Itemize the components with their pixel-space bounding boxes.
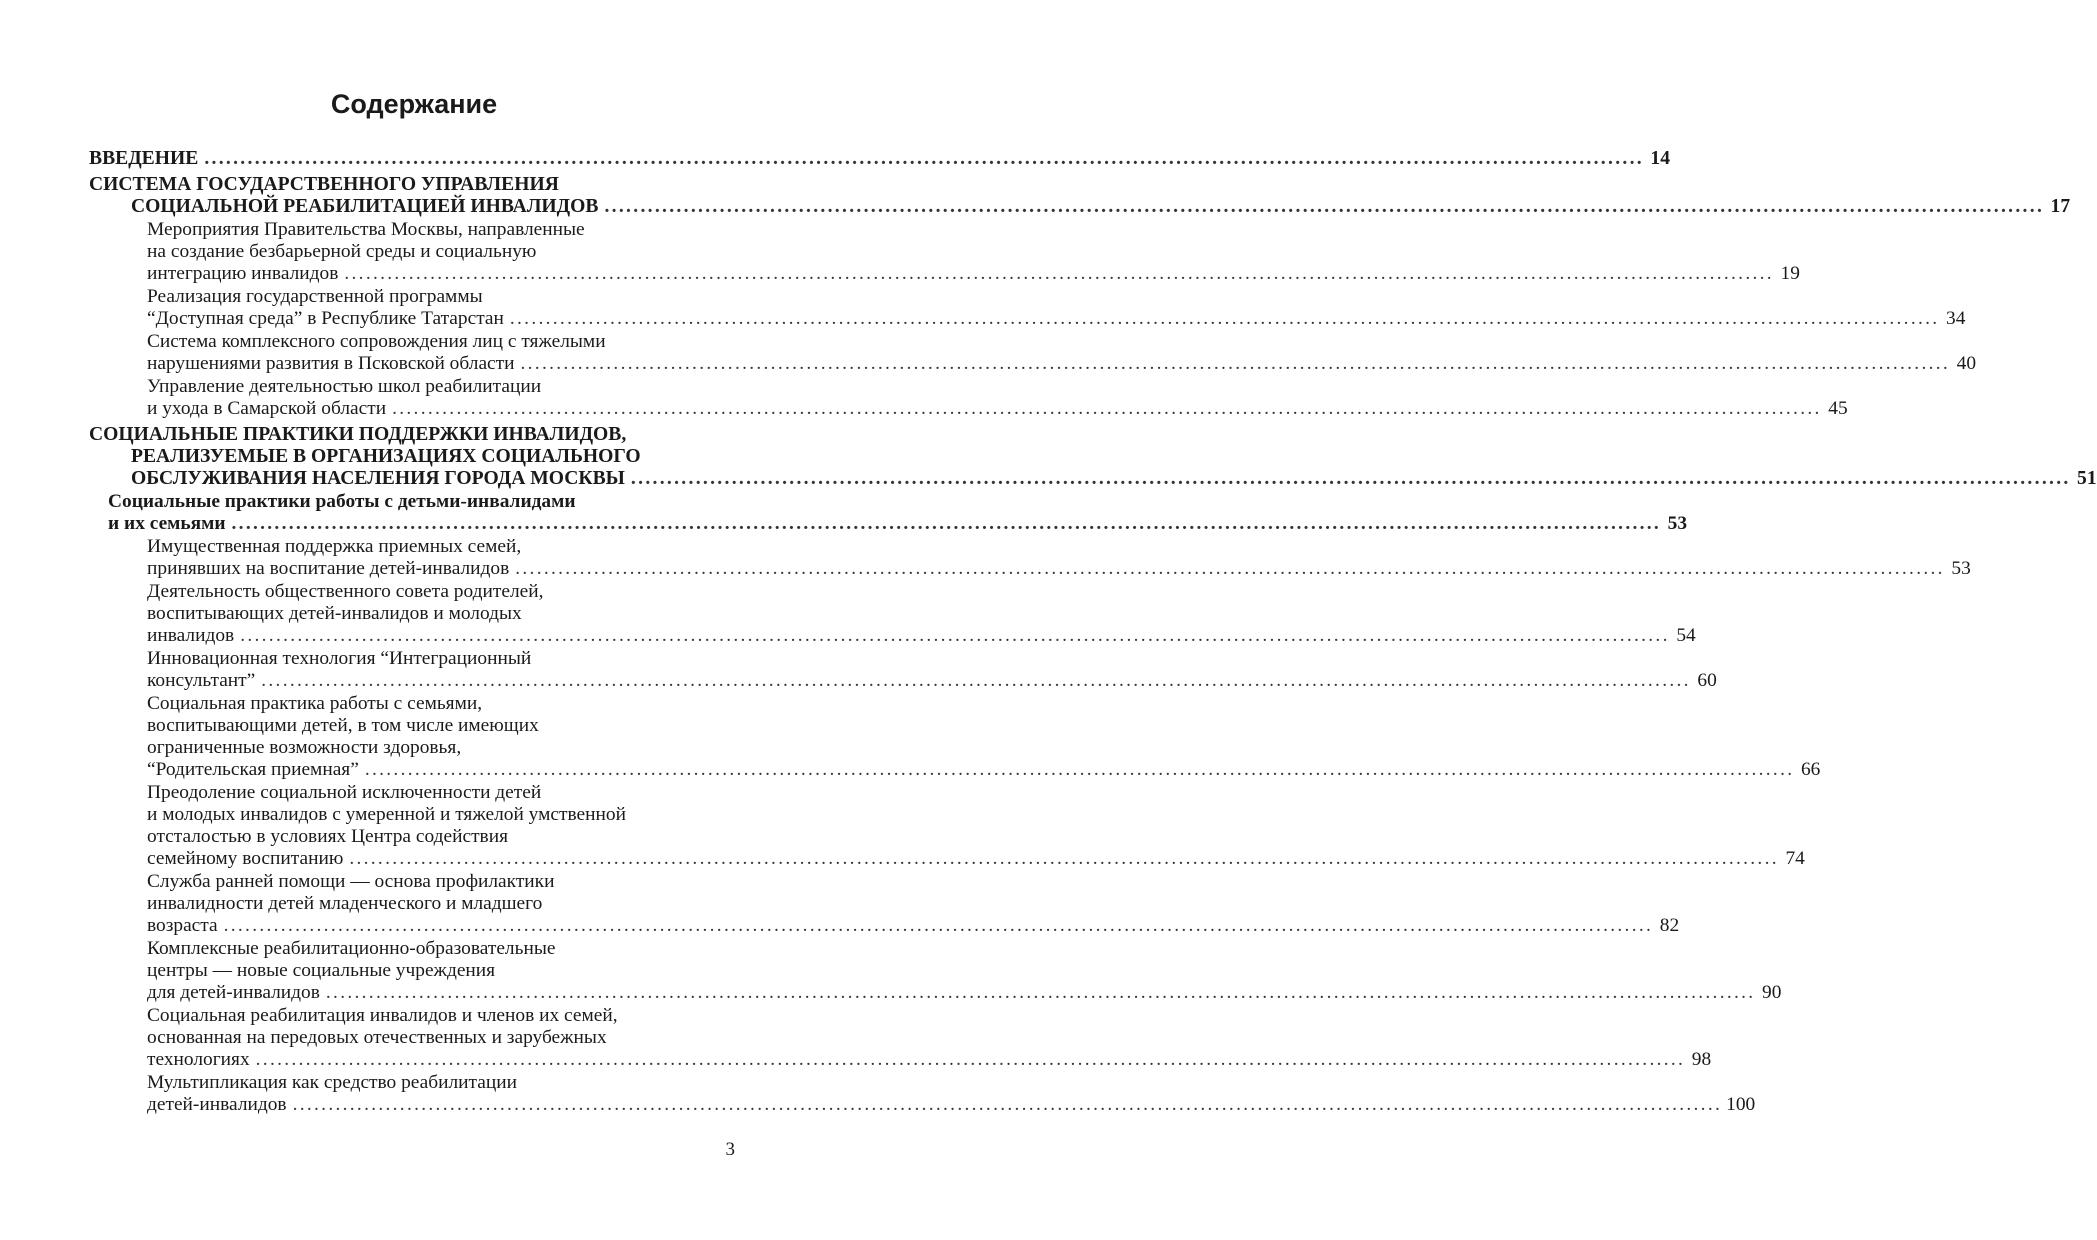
toc-entry-line: СОЦИАЛЬНОЙ РЕАБИЛИТАЦИЕЙ ИНВАЛИДОВ bbox=[131, 196, 599, 217]
toc-entry-line: Социальные практики работы с детьми-инвалидами bbox=[108, 491, 576, 512]
dot-leader: ........................................................................................................................................................................................................ bbox=[630, 468, 2071, 489]
toc-entry-last-line bbox=[147, 353, 1977, 375]
toc-entry-line: интеграцию инвалидов bbox=[147, 263, 339, 284]
toc-entry-line: РЕАЛИЗУЕМЫЕ В ОРГАНИЗАЦИЯХ СОЦИАЛЬНОГО bbox=[131, 446, 641, 467]
toc-page-number: 51 bbox=[2077, 468, 2097, 489]
toc-entry-line: технологиях bbox=[147, 1049, 250, 1070]
toc-entry-last-line bbox=[147, 759, 1821, 781]
toc-entry-line: ОБСЛУЖИВАНИЯ НАСЕЛЕНИЯ ГОРОДА МОСКВЫ bbox=[131, 468, 625, 489]
toc-page-number: 60 bbox=[1697, 670, 1717, 691]
toc-entry-line: Реализация государственной программы bbox=[147, 286, 483, 307]
toc-entry-line: Управление деятельностью школ реабилитации bbox=[147, 376, 542, 397]
dot-leader: ........................................................................................................................................................................................................ bbox=[349, 848, 1779, 869]
toc-entry bbox=[147, 1072, 1756, 1116]
toc-page-number: 66 bbox=[1800, 759, 1821, 780]
toc-entry bbox=[147, 648, 1717, 692]
toc-entry-last-line bbox=[147, 915, 1680, 937]
toc-entry bbox=[147, 782, 1805, 870]
toc-page-number: 82 bbox=[1659, 915, 1680, 936]
toc-entry-last-line bbox=[147, 670, 1717, 692]
toc-entry-line: Мультипликация как средство реабилитации bbox=[147, 1072, 517, 1093]
dot-leader: ........................................................................................................................................................................................................ bbox=[392, 398, 1822, 419]
toc-entry-line: отсталостью в условиях Центра содействия bbox=[147, 826, 508, 847]
toc-entry-last-line bbox=[89, 196, 2071, 218]
toc-entry-line: “Доступная среда” в Республике Татарстан bbox=[147, 308, 504, 329]
toc-entry-line: Социальная реабилитация инвалидов и членов их семей, bbox=[147, 1005, 618, 1026]
toc-entry bbox=[147, 376, 1848, 420]
toc-entry-line: инвалидности детей младенческого и младшего bbox=[147, 893, 543, 914]
dot-leader: ........................................................................................................................................................................................................ bbox=[231, 513, 1662, 534]
toc-page-number: 53 bbox=[1951, 558, 1971, 579]
toc-page-number: 53 bbox=[1667, 513, 1688, 534]
toc-entry-line: Мероприятия Правительства Москвы, направленные bbox=[147, 219, 585, 240]
toc-entry-last-line bbox=[89, 468, 2097, 490]
toc-page-number: 90 bbox=[1762, 982, 1782, 1003]
toc-page-number: 45 bbox=[1828, 398, 1848, 419]
toc-entry-line: и молодых инвалидов с умеренной и тяжелой умственной bbox=[147, 804, 626, 825]
toc-entry-line: и их семьями bbox=[108, 513, 226, 534]
toc-entry-last-line bbox=[147, 398, 1848, 420]
toc-entry-last-line bbox=[147, 263, 1800, 285]
toc-entry bbox=[147, 581, 1696, 647]
toc-entry bbox=[147, 286, 1966, 330]
toc-entry-line: Имущественная поддержка приемных семей, bbox=[147, 536, 522, 557]
toc-page-number: 74 bbox=[1785, 848, 1805, 869]
toc-entry bbox=[147, 938, 1782, 1004]
toc-entry-line: СИСТЕМА ГОСУДАРСТВЕННОГО УПРАВЛЕНИЯ bbox=[89, 174, 559, 195]
toc-entry-line: СОЦИАЛЬНЫЕ ПРАКТИКИ ПОДДЕРЖКИ ИНВАЛИДОВ, bbox=[89, 424, 627, 445]
toc-page-number: 17 bbox=[2050, 196, 2071, 217]
toc-entry-line: принявших на воспитание детей-инвалидов bbox=[147, 558, 510, 579]
toc-entry bbox=[147, 219, 1800, 285]
toc-entry-line: ограниченные возможности здоровья, bbox=[147, 737, 462, 758]
toc-entry-line: детей-инвалидов bbox=[147, 1094, 287, 1115]
toc-page-number: 40 bbox=[1956, 353, 1977, 374]
toc-entry-last-line bbox=[147, 1094, 1756, 1116]
toc-entry-last-line bbox=[147, 625, 1696, 647]
toc-entry-last-line bbox=[147, 1049, 1712, 1071]
dot-leader: ........................................................................................................................................................................................................ bbox=[344, 263, 1774, 284]
toc-entry-last-line bbox=[147, 308, 1966, 330]
dot-leader: ........................................................................................................................................................................................................ bbox=[515, 558, 1945, 579]
dot-leader: ........................................................................................................................................................................................................ bbox=[325, 982, 1756, 1003]
toc-entry-line: Служба ранней помощи — основа профилактики bbox=[147, 871, 555, 892]
toc-entry bbox=[147, 871, 1680, 937]
dot-leader: ........................................................................................................................................................................................................ bbox=[261, 670, 1691, 691]
toc-entry-line: Система комплексного сопровождения лиц с тяжелыми bbox=[147, 331, 606, 352]
toc-entry bbox=[89, 424, 2097, 490]
page-number: 3 bbox=[725, 1139, 735, 1160]
dot-leader: ........................................................................................................................................................................................................ bbox=[604, 196, 2045, 217]
toc-entry-last-line bbox=[147, 848, 1805, 870]
toc-page-number: 54 bbox=[1676, 625, 1696, 646]
toc-entry bbox=[147, 693, 1821, 781]
toc-entry bbox=[108, 491, 1688, 535]
toc-entry-line: Социальная практика работы с семьями, bbox=[147, 693, 483, 714]
toc-entry bbox=[147, 331, 1977, 375]
toc-page-number: 14 bbox=[1650, 148, 1670, 169]
toc-entry-line: воспитывающими детей, в том числе имеющих bbox=[147, 715, 539, 736]
toc-entry-line: Преодоление социальной исключенности детей bbox=[147, 782, 542, 803]
dot-leader: ........................................................................................................................................................................................................ bbox=[292, 1094, 1723, 1115]
dot-leader: ........................................................................................................................................................................................................ bbox=[520, 353, 1951, 374]
toc-entry-line: на создание безбарьерной среды и социальную bbox=[147, 241, 537, 262]
toc-entry-line: основанная на передовых отечественных и зарубежных bbox=[147, 1027, 607, 1048]
dot-leader: ........................................................................................................................................................................................................ bbox=[364, 759, 1795, 780]
toc-page-number: 34 bbox=[1946, 308, 1966, 329]
dot-leader: ........................................................................................................................................................................................................ bbox=[255, 1049, 1686, 1070]
toc-entry-line: Комплексные реабилитационно-образовательные bbox=[147, 938, 556, 959]
toc-entry-last-line bbox=[147, 982, 1782, 1004]
dot-leader: ........................................................................................................................................................................................................ bbox=[204, 148, 1644, 169]
toc-entry-line: семейному воспитанию bbox=[147, 848, 344, 869]
dot-leader: ........................................................................................................................................................................................................ bbox=[223, 915, 1654, 936]
toc-page-number: 100 bbox=[1726, 1094, 1756, 1115]
toc-entry-line: ВВЕДЕНИЕ bbox=[89, 148, 199, 169]
toc-entry-line: нарушениями развития в Псковской области bbox=[147, 353, 515, 374]
toc-entry bbox=[147, 536, 1971, 580]
toc-entry bbox=[89, 174, 2071, 218]
toc-entry bbox=[89, 148, 1670, 170]
toc-entry-line: и ухода в Самарской области bbox=[147, 398, 387, 419]
toc-entry-line: возраста bbox=[147, 915, 218, 936]
toc-entry-line: воспитывающих детей-инвалидов и молодых bbox=[147, 603, 522, 624]
toc-entry-line: Деятельность общественного совета родителей, bbox=[147, 581, 544, 602]
toc-entry-line: для детей-инвалидов bbox=[147, 982, 320, 1003]
toc-page-number: 98 bbox=[1691, 1049, 1712, 1070]
page-title: Содержание bbox=[330, 89, 498, 119]
toc-entry-line: консультант” bbox=[147, 670, 256, 691]
toc-entry-line: Инновационная технология “Интеграционный bbox=[147, 648, 532, 669]
toc-entry-line: центры — новые социальные учреждения bbox=[147, 960, 496, 981]
toc-entry-last-line bbox=[147, 558, 1971, 580]
toc-entry-last-line bbox=[89, 148, 1670, 170]
toc-page-number: 19 bbox=[1780, 263, 1800, 284]
table-of-contents bbox=[0, 146, 2097, 1117]
toc-entry-line: “Родительская приемная” bbox=[147, 759, 359, 780]
dot-leader: ........................................................................................................................................................................................................ bbox=[240, 625, 1670, 646]
toc-entry-last-line bbox=[108, 513, 1688, 535]
dot-leader: ........................................................................................................................................................................................................ bbox=[509, 308, 1940, 329]
toc-entry-line: инвалидов bbox=[147, 625, 235, 646]
toc-entry bbox=[147, 1005, 1712, 1071]
